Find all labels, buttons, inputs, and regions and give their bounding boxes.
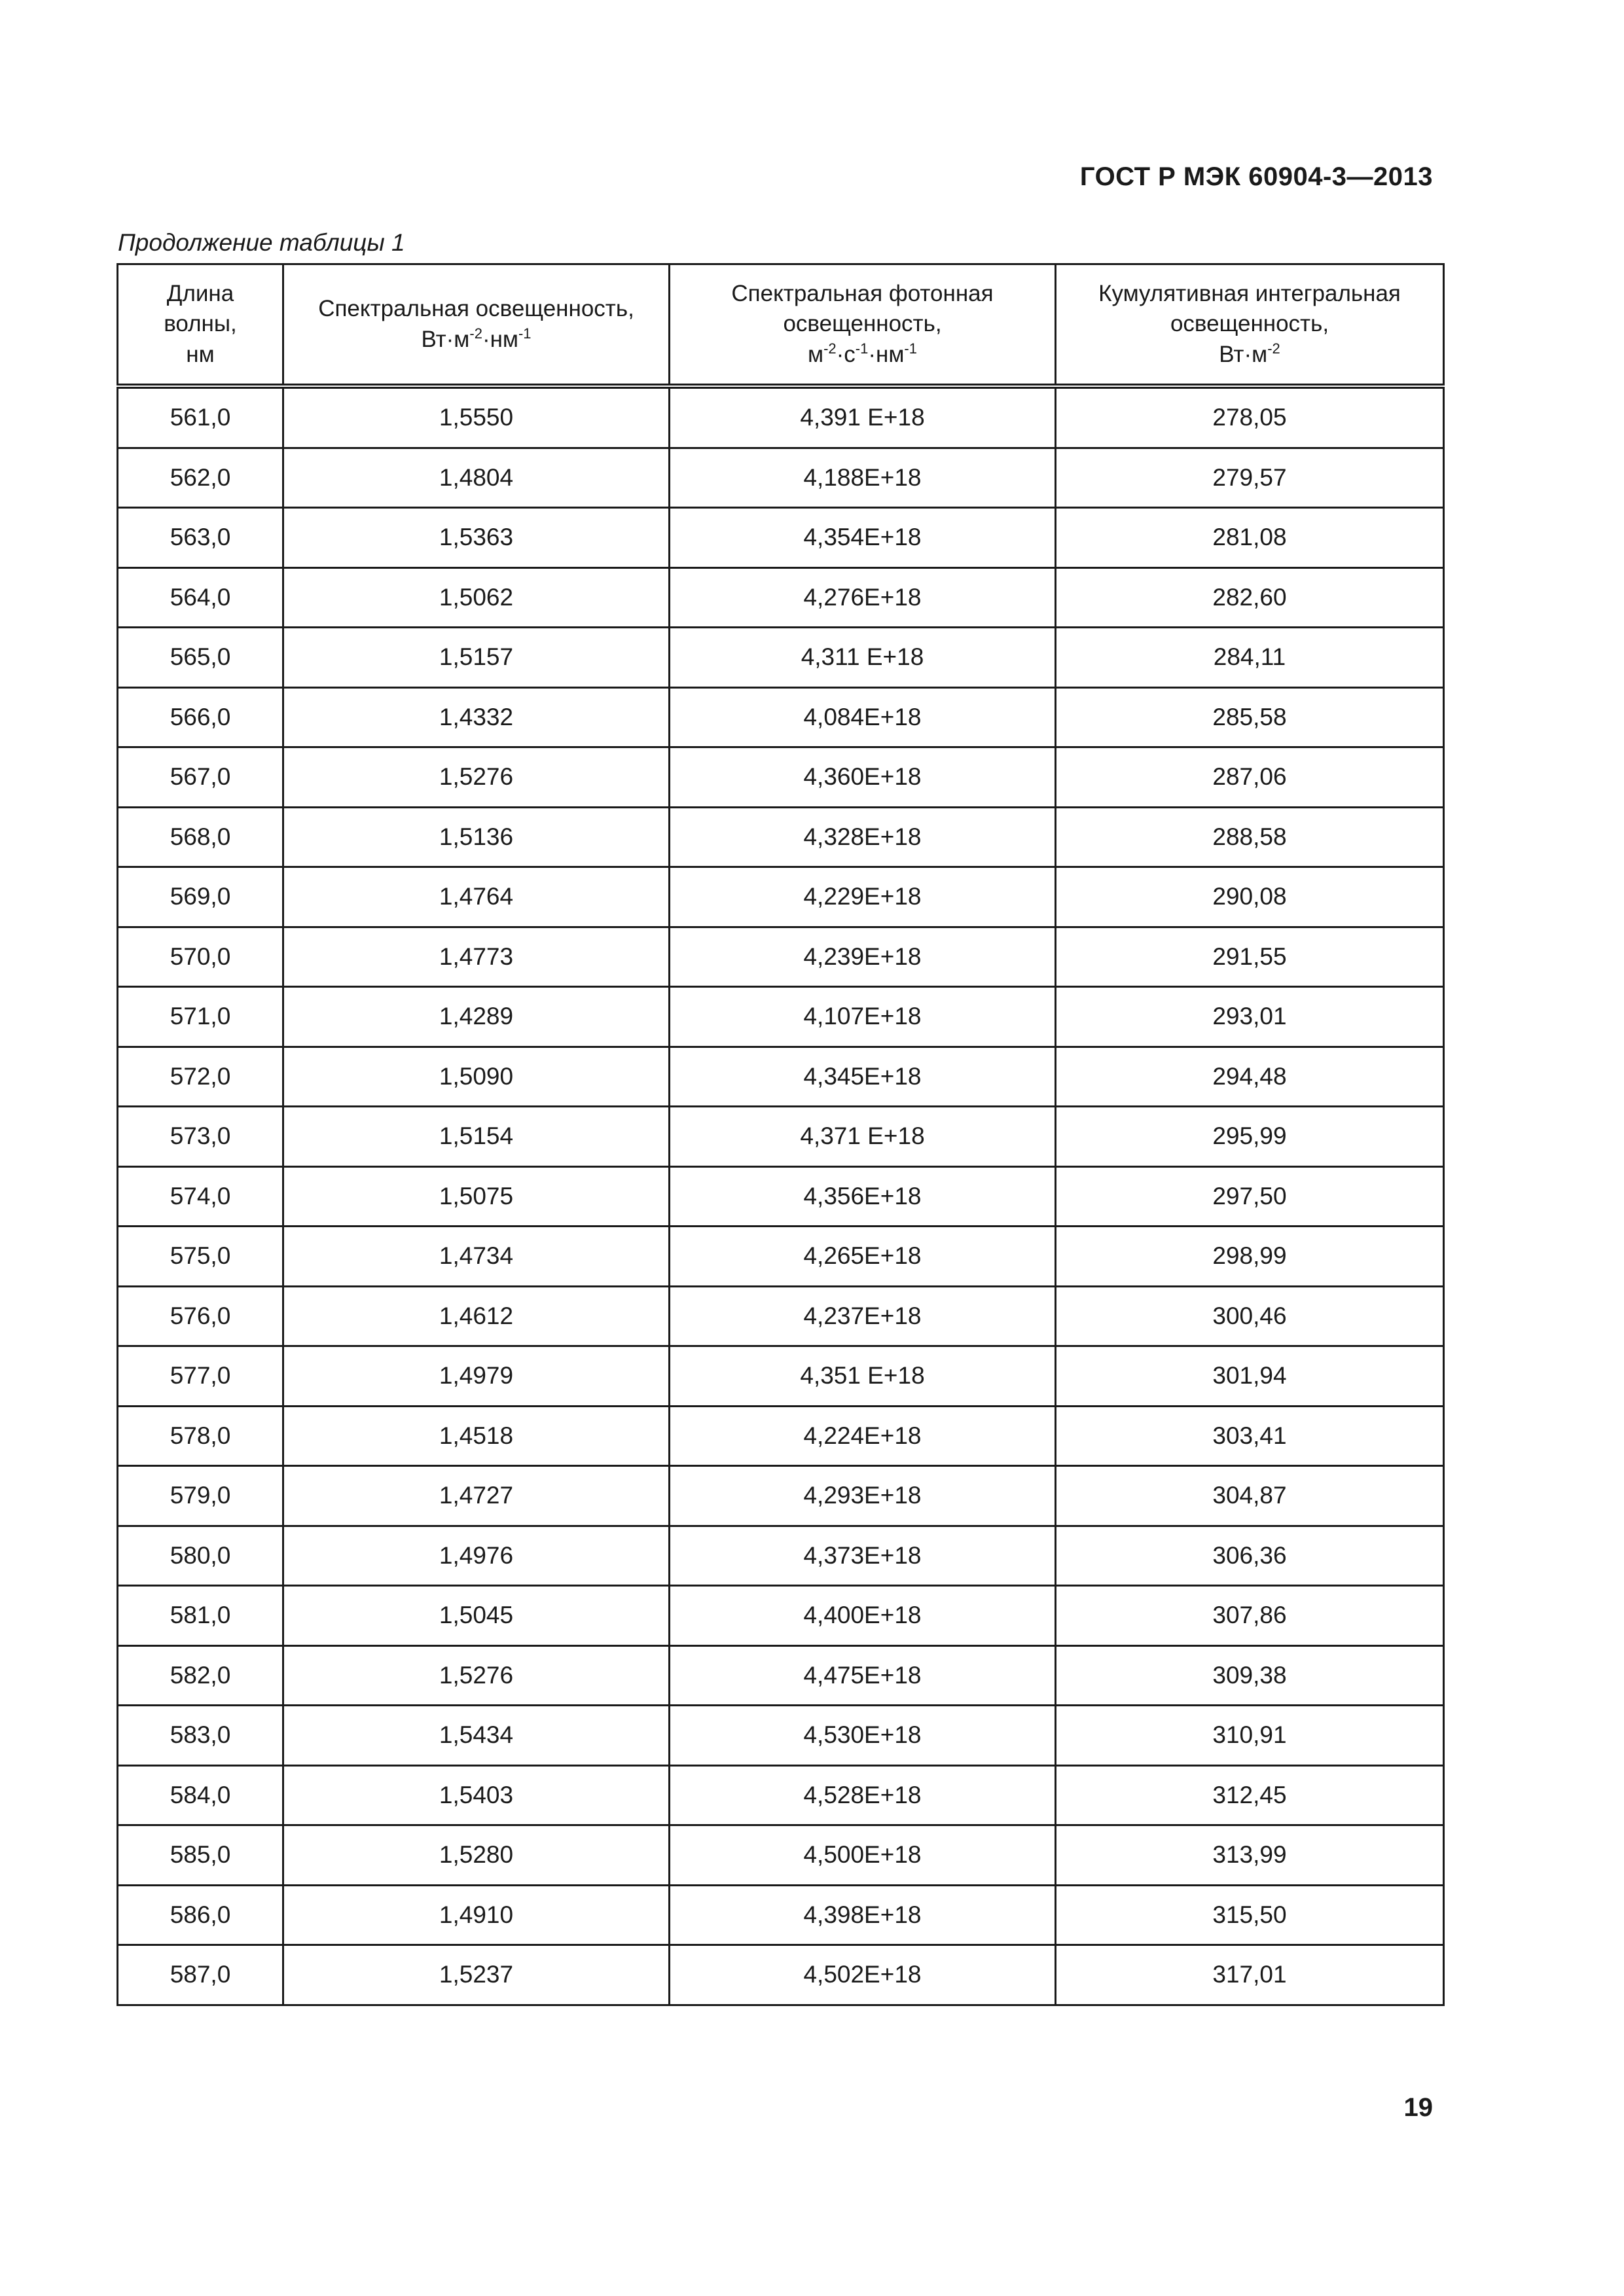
cell-photon-irradiance: 4,475Е+18 [670,1645,1056,1706]
cell-photon-irradiance: 4,530Е+18 [670,1706,1056,1766]
cell-cumulative-irradiance: 297,50 [1056,1166,1444,1227]
cell-photon-irradiance: 4,229Е+18 [670,867,1056,927]
cell-wavelength: 586,0 [118,1885,283,1945]
cell-wavelength: 580,0 [118,1526,283,1586]
cell-wavelength: 574,0 [118,1166,283,1227]
table-row [118,508,1444,568]
cell-wavelength: 571,0 [118,987,283,1047]
cell-wavelength: 564,0 [118,567,283,628]
cell-cumulative-irradiance: 287,06 [1056,747,1444,808]
cell-spectral-irradiance: 1,4518 [283,1406,670,1466]
cell-spectral-irradiance: 1,4332 [283,687,670,747]
cell-wavelength: 572,0 [118,1047,283,1107]
cell-cumulative-irradiance: 306,36 [1056,1526,1444,1586]
cell-photon-irradiance: 4,084Е+18 [670,687,1056,747]
table-row [118,567,1444,628]
cell-wavelength: 561,0 [118,386,283,448]
spectral-data-table [117,263,1445,2006]
table-row [118,1166,1444,1227]
table-row [118,1466,1444,1526]
cell-spectral-irradiance: 1,5403 [283,1765,670,1825]
cell-spectral-irradiance: 1,5075 [283,1166,670,1227]
cell-photon-irradiance: 4,360Е+18 [670,747,1056,808]
table-row [118,1765,1444,1825]
cell-spectral-irradiance: 1,5276 [283,1645,670,1706]
cell-cumulative-irradiance: 279,57 [1056,448,1444,508]
cell-wavelength: 584,0 [118,1765,283,1825]
cell-wavelength: 583,0 [118,1706,283,1766]
cell-photon-irradiance: 4,276Е+18 [670,567,1056,628]
cell-spectral-irradiance: 1,4976 [283,1526,670,1586]
cell-wavelength: 587,0 [118,1945,283,2005]
cell-spectral-irradiance: 1,5157 [283,628,670,688]
cell-wavelength: 577,0 [118,1346,283,1407]
cell-photon-irradiance: 4,188Е+18 [670,448,1056,508]
cell-wavelength: 563,0 [118,508,283,568]
cell-spectral-irradiance: 1,5550 [283,386,670,448]
table-header-row [118,264,1444,387]
document-code: ГОСТ Р МЭК 60904-3—2013 [1079,162,1433,191]
cell-spectral-irradiance: 1,4773 [283,927,670,987]
cell-wavelength: 581,0 [118,1586,283,1646]
cell-wavelength: 573,0 [118,1107,283,1167]
cell-cumulative-irradiance: 307,86 [1056,1586,1444,1646]
cell-wavelength: 562,0 [118,448,283,508]
cell-cumulative-irradiance: 303,41 [1056,1406,1444,1466]
unit-label: $м^{-2}\cdot с^{-1}\cdot нм^{-1}$ [808,340,917,367]
cell-cumulative-irradiance: 293,01 [1056,987,1444,1047]
cell-wavelength: 579,0 [118,1466,283,1526]
cell-photon-irradiance: 4,371 Е+18 [670,1107,1056,1167]
cell-wavelength: 566,0 [118,687,283,747]
table-row [118,1945,1444,2005]
table-row [118,1586,1444,1646]
cell-spectral-irradiance: 1,5090 [283,1047,670,1107]
table-row [118,987,1444,1047]
cell-photon-irradiance: 4,237Е+18 [670,1286,1056,1346]
cell-spectral-irradiance: 1,5062 [283,567,670,628]
cell-cumulative-irradiance: 281,08 [1056,508,1444,568]
cell-spectral-irradiance: 1,4764 [283,867,670,927]
table-row [118,927,1444,987]
cell-cumulative-irradiance: 294,48 [1056,1047,1444,1107]
table-row [118,1526,1444,1586]
cell-spectral-irradiance: 1,4289 [283,987,670,1047]
table-caption: Продолжение таблицы 1 [118,229,405,256]
cell-photon-irradiance: 4,502Е+18 [670,1945,1056,2005]
cell-photon-irradiance: 4,400Е+18 [670,1586,1056,1646]
cell-wavelength: 585,0 [118,1825,283,1886]
cell-photon-irradiance: 4,500Е+18 [670,1825,1056,1886]
table-row [118,448,1444,508]
cell-photon-irradiance: 4,107Е+18 [670,987,1056,1047]
cell-cumulative-irradiance: 317,01 [1056,1945,1444,2005]
table-row [118,1227,1444,1287]
table-row [118,807,1444,867]
cell-cumulative-irradiance: 300,46 [1056,1286,1444,1346]
cell-spectral-irradiance: 1,5280 [283,1825,670,1886]
cell-spectral-irradiance: 1,4734 [283,1227,670,1287]
cell-photon-irradiance: 4,373Е+18 [670,1526,1056,1586]
cell-wavelength: 569,0 [118,867,283,927]
cell-spectral-irradiance: 1,5434 [283,1706,670,1766]
cell-cumulative-irradiance: 284,11 [1056,628,1444,688]
cell-spectral-irradiance: 1,5136 [283,807,670,867]
cell-wavelength: 565,0 [118,628,283,688]
header-spectral-photon-irradiance: Спектральная фотонная освещенность, $м^{-2}\cdot с^{-1}\cdot нм^{-1}$ [670,264,1056,387]
cell-spectral-irradiance: 1,4612 [283,1286,670,1346]
cell-spectral-irradiance: 1,5154 [283,1107,670,1167]
cell-cumulative-irradiance: 312,45 [1056,1765,1444,1825]
page-number: 19 [1403,2093,1433,2122]
cell-photon-irradiance: 4,293Е+18 [670,1466,1056,1526]
unit-label: $Вт\cdot м^{-2}\cdot нм^{-1}$ [421,325,532,352]
cell-wavelength: 567,0 [118,747,283,808]
cell-spectral-irradiance: 1,4979 [283,1346,670,1407]
cell-cumulative-irradiance: 313,99 [1056,1825,1444,1886]
cell-wavelength: 576,0 [118,1286,283,1346]
unit-label: $Вт\cdot м^{-2}$ [1219,340,1280,367]
table-row [118,687,1444,747]
cell-cumulative-irradiance: 290,08 [1056,867,1444,927]
cell-spectral-irradiance: 1,5363 [283,508,670,568]
cell-cumulative-irradiance: 282,60 [1056,567,1444,628]
table-body [118,386,1444,2005]
table-row [118,1885,1444,1945]
cell-spectral-irradiance: 1,5237 [283,1945,670,2005]
cell-cumulative-irradiance: 310,91 [1056,1706,1444,1766]
cell-wavelength: 575,0 [118,1227,283,1287]
cell-cumulative-irradiance: 278,05 [1056,386,1444,448]
table-row [118,1645,1444,1706]
table-row [118,1346,1444,1407]
table-row [118,1286,1444,1346]
table-row [118,1047,1444,1107]
cell-cumulative-irradiance: 288,58 [1056,807,1444,867]
table-row [118,1706,1444,1766]
cell-cumulative-irradiance: 298,99 [1056,1227,1444,1287]
cell-photon-irradiance: 4,528Е+18 [670,1765,1056,1825]
cell-photon-irradiance: 4,239Е+18 [670,927,1056,987]
cell-photon-irradiance: 4,265Е+18 [670,1227,1056,1287]
cell-wavelength: 570,0 [118,927,283,987]
cell-cumulative-irradiance: 315,50 [1056,1885,1444,1945]
cell-wavelength: 568,0 [118,807,283,867]
cell-cumulative-irradiance: 309,38 [1056,1645,1444,1706]
cell-photon-irradiance: 4,354Е+18 [670,508,1056,568]
table-row [118,1406,1444,1466]
cell-photon-irradiance: 4,391 Е+18 [670,386,1056,448]
table-row [118,1825,1444,1886]
cell-spectral-irradiance: 1,4910 [283,1885,670,1945]
cell-photon-irradiance: 4,224Е+18 [670,1406,1056,1466]
cell-cumulative-irradiance: 295,99 [1056,1107,1444,1167]
table-row [118,1107,1444,1167]
table-row [118,747,1444,808]
cell-cumulative-irradiance: 304,87 [1056,1466,1444,1526]
cell-photon-irradiance: 4,356Е+18 [670,1166,1056,1227]
header-spectral-irradiance: Спектральная освещенность, $Вт\cdot м^{-2}\cdot нм^{-1}$ [283,264,670,387]
cell-spectral-irradiance: 1,4804 [283,448,670,508]
cell-cumulative-irradiance: 291,55 [1056,927,1444,987]
cell-wavelength: 582,0 [118,1645,283,1706]
table-row [118,628,1444,688]
header-wavelength: Длина волны, нм [118,264,283,387]
cell-photon-irradiance: 4,311 Е+18 [670,628,1056,688]
cell-photon-irradiance: 4,351 Е+18 [670,1346,1056,1407]
cell-photon-irradiance: 4,328Е+18 [670,807,1056,867]
table-row [118,867,1444,927]
cell-cumulative-irradiance: 301,94 [1056,1346,1444,1407]
header-cumulative-irradiance: Кумулятивная интегральная освещенность, $Вт\cdot м^{-2}$ [1056,264,1444,387]
cell-cumulative-irradiance: 285,58 [1056,687,1444,747]
cell-spectral-irradiance: 1,5276 [283,747,670,808]
table-row [118,386,1444,448]
cell-spectral-irradiance: 1,4727 [283,1466,670,1526]
cell-photon-irradiance: 4,345Е+18 [670,1047,1056,1107]
cell-spectral-irradiance: 1,5045 [283,1586,670,1646]
cell-photon-irradiance: 4,398Е+18 [670,1885,1056,1945]
cell-wavelength: 578,0 [118,1406,283,1466]
